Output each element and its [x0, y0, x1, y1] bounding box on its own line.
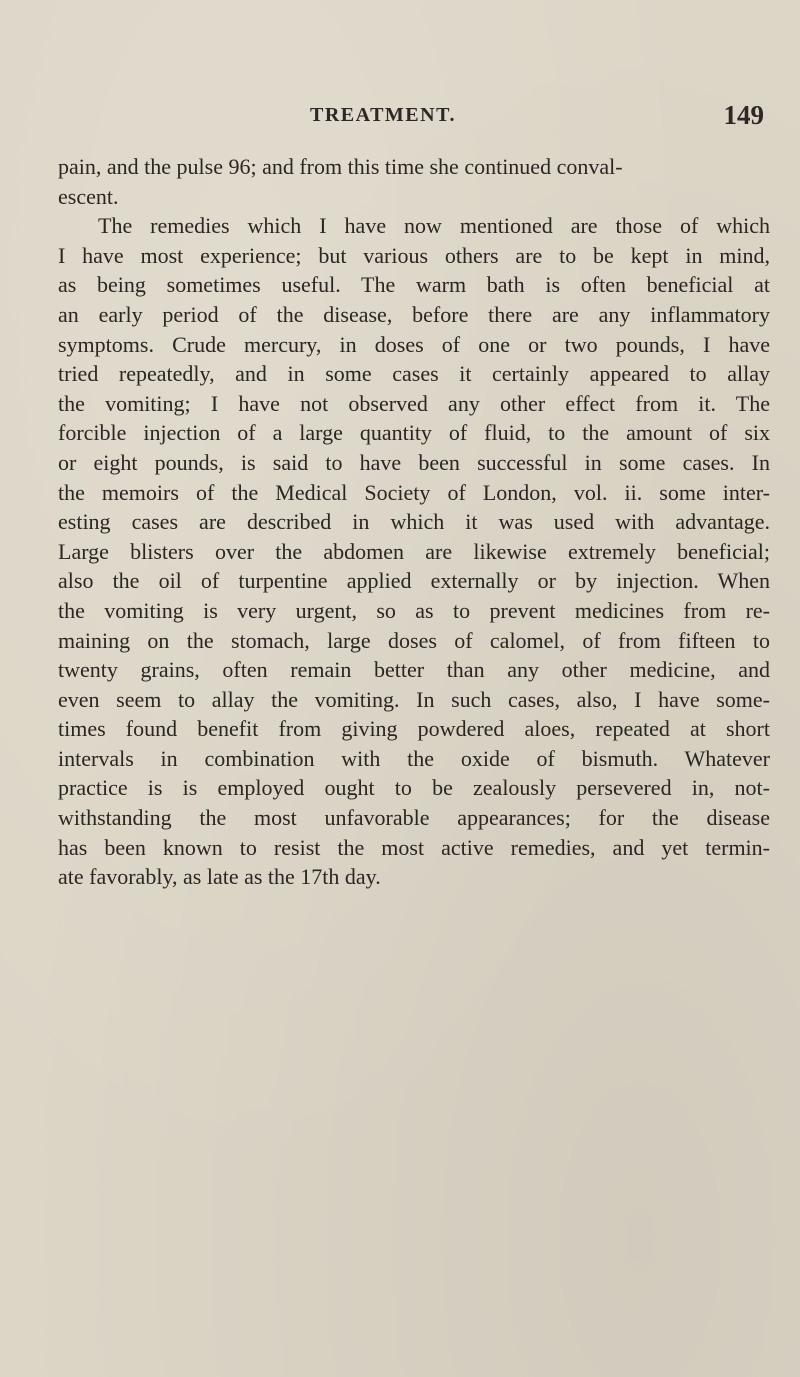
running-title: TREATMENT. [310, 104, 456, 126]
text-line: practice is is employed ought to be zealously persevered in, not- [58, 775, 770, 801]
text-line: times found benefit from giving powdered aloes, repeated at short [58, 716, 770, 742]
page-number: 149 [723, 100, 764, 130]
text-line: has been known to resist the most active remedies, and yet termin- [58, 834, 770, 860]
text-line: the vomiting is very urgent, so as to prevent medicines from re- [58, 597, 770, 623]
text-line: symptoms. Crude mercury, in doses of one or two pounds, I have [58, 331, 770, 357]
running-head [36, 100, 766, 138]
text-line: the vomiting; I have not observed any other effect from it. The [58, 390, 770, 416]
body-text [58, 152, 770, 892]
text-line: the memoirs of the Medical Society of London, vol. ii. some inter- [58, 479, 770, 505]
text-line: an early period of the disease, before there are any inflammatory [58, 301, 770, 327]
text-line: ate favorably, as late as the 17th day. [58, 864, 381, 890]
text-line: escent. [58, 183, 119, 209]
text-line: even seem to allay the vomiting. In such cases, also, I have some- [58, 686, 770, 712]
text-line: intervals in combination with the oxide of bismuth. Whatever [58, 745, 770, 771]
text-line: twenty grains, often remain better than any other medicine, and [58, 657, 770, 683]
text-line: Large blisters over the abdomen are likewise extremely beneficial; [58, 538, 770, 564]
text-line: withstanding the most unfavorable appearances; for the disease [58, 805, 770, 831]
text-line: I have most experience; but various others are to be kept in mind, [58, 242, 770, 268]
text-line: esting cases are described in which it was used with advantage. [58, 509, 770, 535]
text-line: also the oil of turpentine applied externally or by injection. When [58, 568, 770, 594]
text-line: The remedies which I have now mentioned are those of which [98, 213, 770, 239]
text-line: pain, and the pulse 96; and from this time she continued conval- [58, 154, 623, 179]
text-line: or eight pounds, is said to have been successful in some cases. In [58, 449, 770, 475]
text-line: forcible injection of a large quantity of fluid, to the amount of six [58, 420, 770, 446]
text-line: maining on the stomach, large doses of calomel, of from fifteen to [58, 627, 770, 653]
text-line: as being sometimes useful. The warm bath is often beneficial at [58, 272, 770, 298]
text-line: tried repeatedly, and in some cases it certainly appeared to allay [58, 361, 770, 387]
